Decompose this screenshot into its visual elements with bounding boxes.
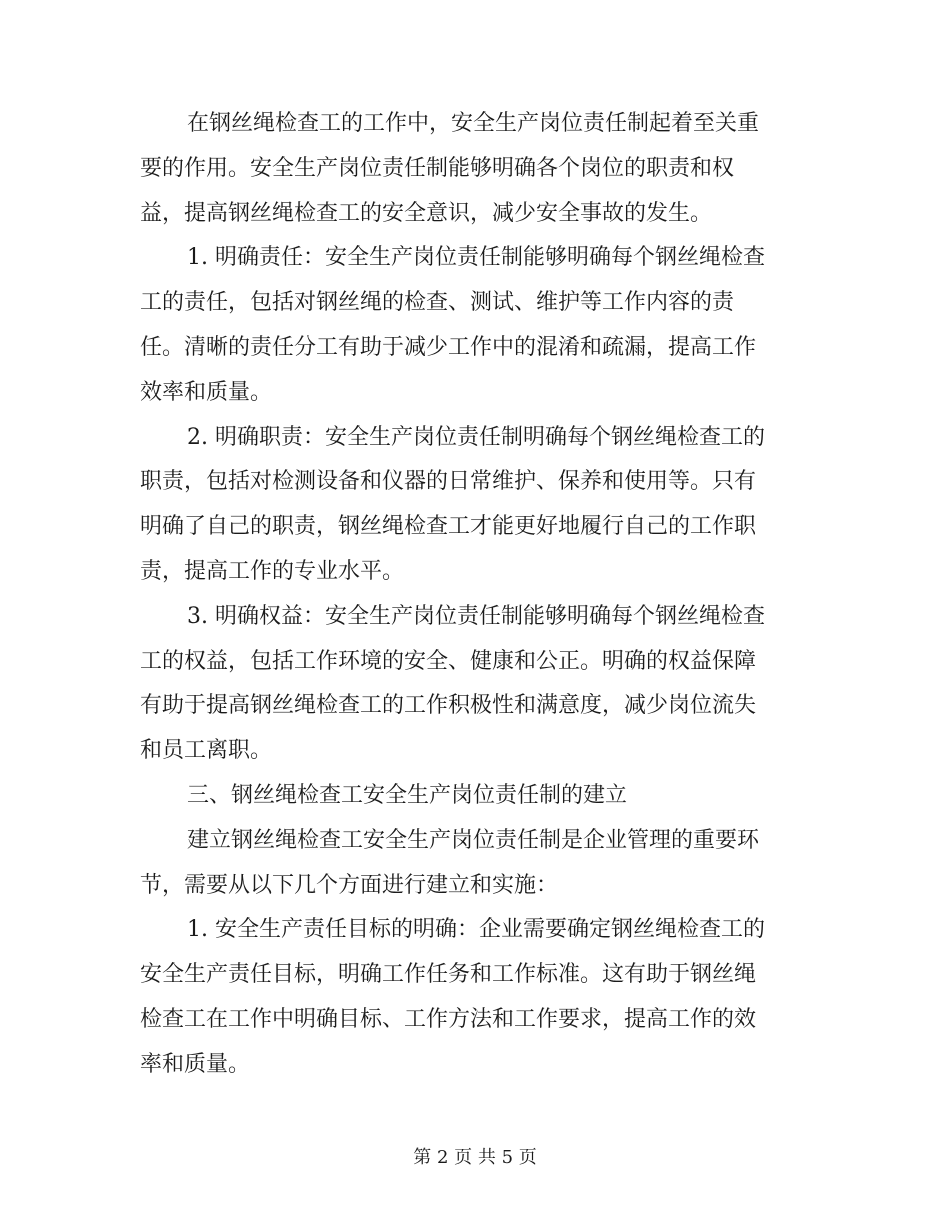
paragraph-line: 节，需要从以下几个方面进行建立和实施： [140, 872, 559, 898]
list-item-line: 1. 安全生产责任目标的明确：企业需要确定钢丝绳检查工的 [187, 917, 765, 943]
paragraph-line: 建立钢丝绳检查工安全生产岗位责任制是企业管理的重要环 [187, 827, 760, 853]
list-item-line: 安全生产责任目标，明确工作任务和工作标准。这有助于钢丝绳 [140, 962, 757, 988]
list-item-line: 3. 明确权益：安全生产岗位责任制能够明确每个钢丝绳检查 [187, 603, 765, 629]
list-item-line: 检查工在工作中明确目标、工作方法和工作要求，提高工作的效 [140, 1006, 757, 1032]
page-number-footer: 第 2 页 共 5 页 [413, 1147, 537, 1168]
list-item-line: 1. 明确责任：安全生产岗位责任制能够明确每个钢丝绳检查 [187, 245, 765, 271]
list-item-line: 职责，包括对检测设备和仪器的日常维护、保养和使用等。只有 [140, 469, 757, 495]
paragraph-line: 在钢丝绳检查工的工作中，安全生产岗位责任制起着至关重 [187, 111, 760, 136]
list-item-line: 有助于提高钢丝绳检查工的工作积极性和满意度，减少岗位流失 [140, 693, 757, 719]
list-item-line: 明确了自己的职责，钢丝绳检查工才能更好地履行自己的工作职 [140, 514, 757, 540]
list-item-line: 效率和质量。 [140, 379, 273, 405]
paragraph-line: 益，提高钢丝绳检查工的安全意识，减少安全事故的发生。 [140, 200, 713, 226]
document-body [140, 102, 810, 1088]
list-item-line: 任。清晰的责任分工有助于减少工作中的混淆和疏漏，提高工作 [140, 334, 757, 360]
list-item-line: 2. 明确职责：安全生产岗位责任制明确每个钢丝绳检查工的 [187, 424, 765, 450]
list-item-line: 工的权益，包括工作环境的安全、健康和公正。明确的权益保障 [140, 648, 757, 674]
list-item-line: 率和质量。 [140, 1051, 251, 1077]
list-item-line: 和员工离职。 [140, 738, 273, 764]
list-item-line: 责，提高工作的专业水平。 [140, 558, 405, 584]
paragraph-line: 要的作用。安全生产岗位责任制能够明确各个岗位的职责和权 [140, 155, 735, 181]
list-item-line: 工的责任，包括对钢丝绳的检查、测试、维护等工作内容的责 [140, 290, 735, 316]
section-heading: 三、钢丝绳检查工安全生产岗位责任制的建立 [187, 782, 628, 808]
